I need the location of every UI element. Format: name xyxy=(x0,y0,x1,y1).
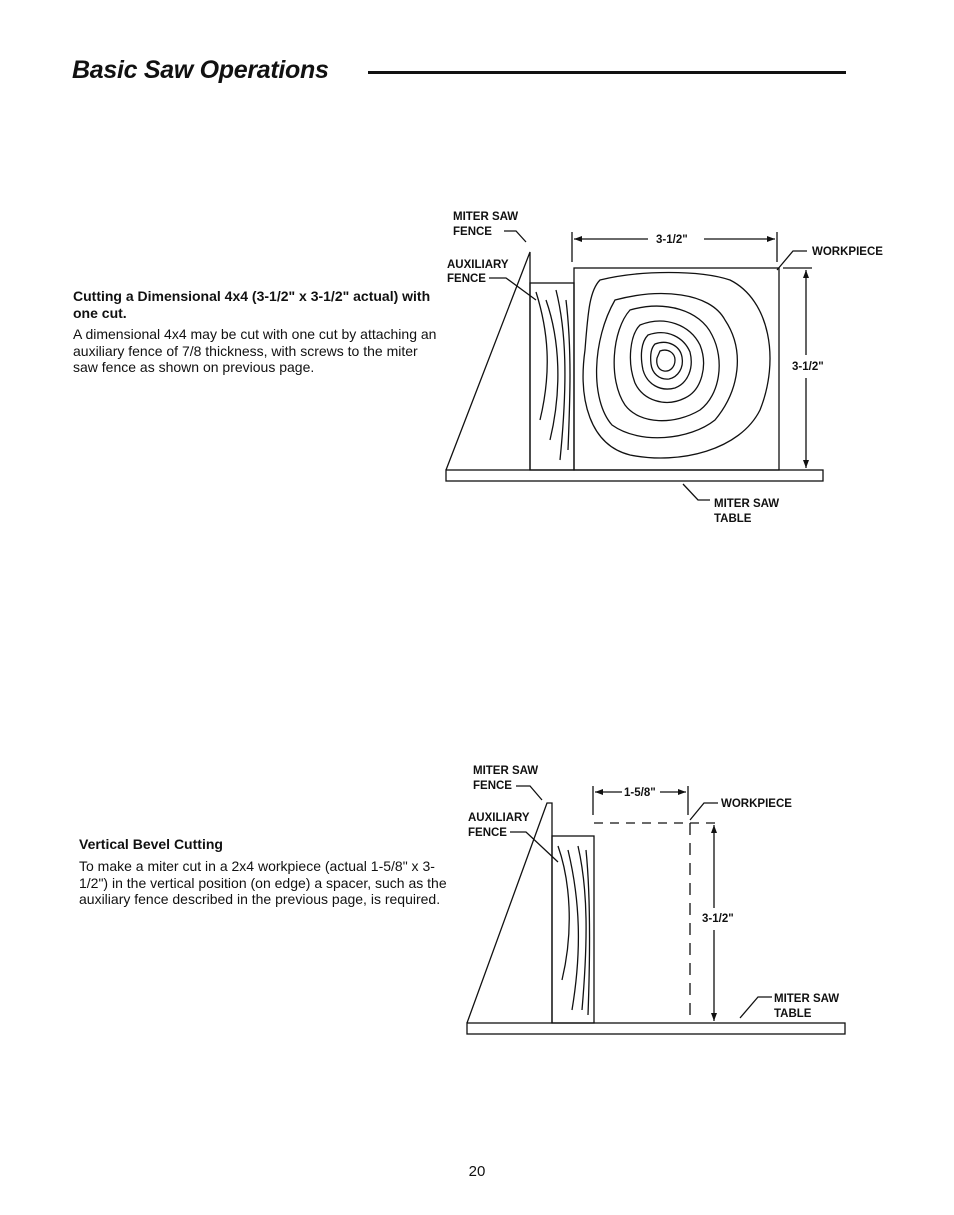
header-rule xyxy=(368,71,846,74)
fig1-workpiece-label: WORKPIECE xyxy=(812,246,883,258)
section2-body: To make a miter cut in a 2x4 workpiece (actual 1-5/8" x 3-1/2") in the vertical position (on edge) a spacer, such as the auxiliary fence described in the previous page, is required. xyxy=(79,858,447,907)
figure-vertical-bevel xyxy=(460,760,860,1050)
page-header xyxy=(72,56,329,85)
workpiece-leader xyxy=(777,251,807,270)
figure-4x4-cut xyxy=(440,205,900,535)
miter-saw-table xyxy=(467,1023,845,1034)
fig2-workpiece-label: WORKPIECE xyxy=(721,798,792,810)
fig2-width-dim: 1-5/8" xyxy=(624,787,656,799)
section2-heading: Vertical Bevel Cutting xyxy=(79,836,223,852)
table-leader xyxy=(683,484,710,500)
fig1-fence-label-1: MITER SAW xyxy=(453,211,519,223)
fig2-aux-label-1: AUXILIARY xyxy=(468,812,530,824)
fig2-fence-label-2: FENCE xyxy=(473,780,512,792)
fig1-fence-label-2: FENCE xyxy=(453,226,492,238)
auxiliary-fence-grain xyxy=(558,846,590,1015)
fig2-table-label-1: MITER SAW xyxy=(774,993,840,1005)
fig1-table-label-2: TABLE xyxy=(714,513,752,525)
workpiece-4x4 xyxy=(574,268,779,470)
miter-saw-table xyxy=(446,470,823,481)
fig1-height-dim: 3-1/2" xyxy=(792,361,824,373)
section1-body: A dimensional 4x4 may be cut with one cut by attaching an auxiliary fence of 7/8 thickness, with screws to the miter saw fence as shown on previous page. xyxy=(73,326,437,375)
fig2-aux-label-2: FENCE xyxy=(468,827,507,839)
fig1-aux-label-1: AUXILIARY xyxy=(447,259,509,271)
auxiliary-fence-grain xyxy=(536,290,570,460)
fig2-height-dim: 3-1/2" xyxy=(702,913,734,925)
fig1-table-label-1: MITER SAW xyxy=(714,498,780,510)
section1-heading: Cutting a Dimensional 4x4 (3-1/2" x 3-1/2" actual) with one cut. xyxy=(73,288,431,321)
page-title: Basic Saw Operations xyxy=(72,56,329,84)
fig1-width-dim: 3-1/2" xyxy=(656,234,688,246)
workpiece-grain-rings xyxy=(583,273,770,459)
page-number: 20 xyxy=(468,1163,486,1180)
fence-leader xyxy=(504,231,526,242)
fig1-aux-label-2: FENCE xyxy=(447,273,486,285)
fig2-fence-label-1: MITER SAW xyxy=(473,765,539,777)
fig2-table-label-2: TABLE xyxy=(774,1008,812,1020)
